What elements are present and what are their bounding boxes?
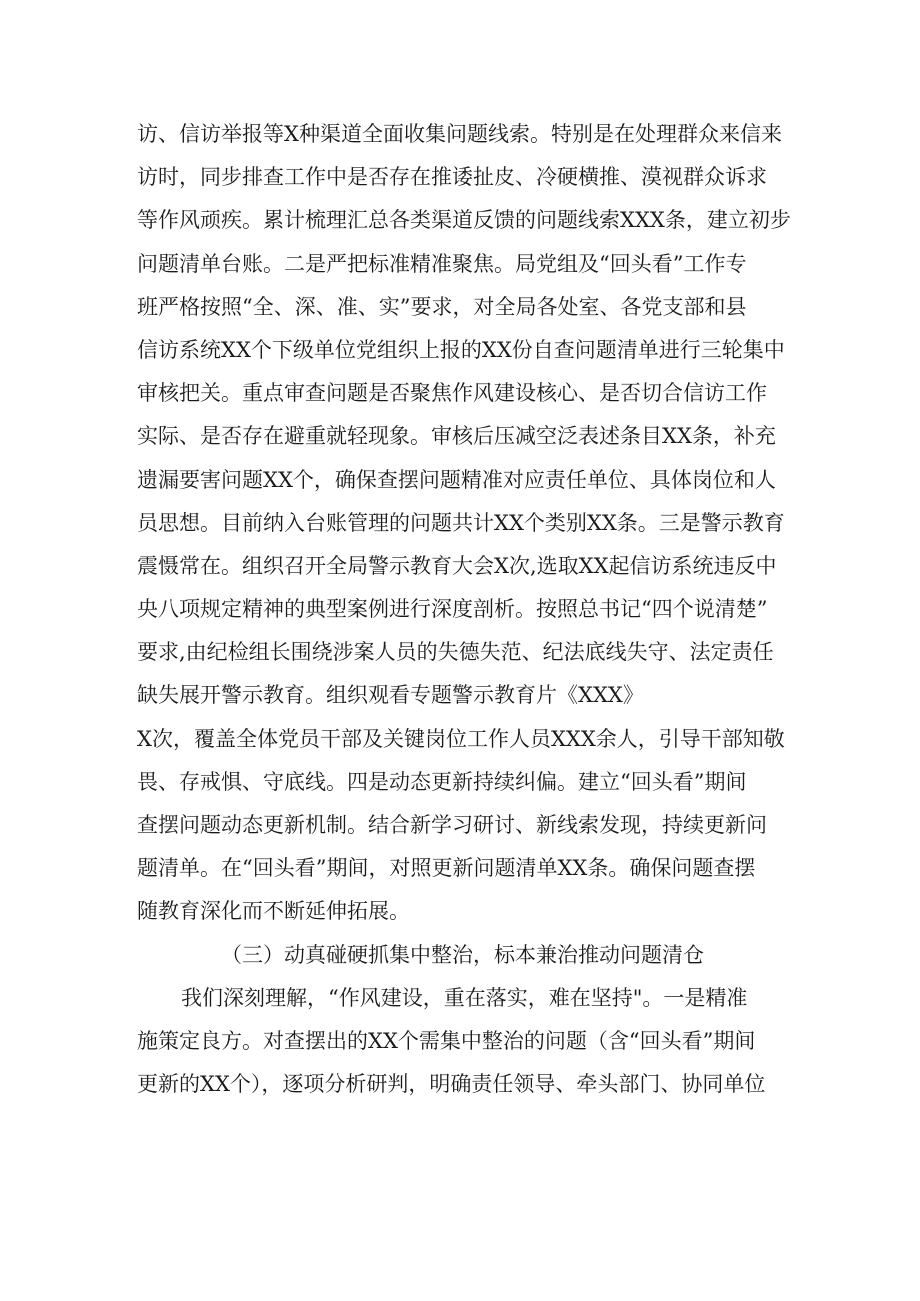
- body-line: 我们深刻理解，“作风建设，重在落实，难在坚持"。一是精准: [181, 985, 748, 1010]
- body-line: 访、信访举报等X种渠道全面收集问题线索。特别是在处理群众来信来: [137, 122, 782, 146]
- body-line: 员思想。目前纳入台账管理的问题共计XX个类别XX条。三是警示教育: [137, 510, 785, 535]
- body-line: 班严格按照“全、深、准、实”要求，对全局各处室、各党支部和县: [137, 294, 747, 319]
- body-line: 审核把关。重点审查问题是否聚焦作风建设核心、是否切合信访工作: [137, 381, 767, 406]
- body-line: 问题清单台账。二是严把标准精准聚焦。局党组及“回头看”工作专: [137, 251, 747, 276]
- body-line: 访时，同步排查工作中是否存在推诿扯皮、冷硬横推、漠视群众诉求: [137, 165, 767, 190]
- body-line: 遗漏要害问题XX个，确保查摆问题精准对应责任单位、具体岗位和人: [137, 467, 776, 492]
- body-line: X次，覆盖全体党员干部及关键岗位工作人员XXX余人，引导干部知敬: [137, 726, 785, 751]
- body-line: 查摆问题动态更新机制。结合新学习研讨、新线索发现，持续更新问: [137, 813, 767, 837]
- body-line: 缺失展开警示教育。组织观看专题警示教育片《XXX》: [137, 683, 644, 708]
- body-line: 震慑常在。组织召开全局警示教育大会X次,选取XX起信访系统违反中: [137, 553, 777, 578]
- body-line: 更新的XX个），逐项分析研判，明确责任领导、牵头部门、协同单位: [137, 1072, 766, 1097]
- document-body: [137, 113, 797, 1106]
- body-line: 随教育深化而不断延伸拓展。: [137, 899, 410, 924]
- body-line: 央八项规定精神的典型案例进行深度剖析。按照总书记“四个说清楚”: [137, 597, 768, 622]
- body-line: 题清单。在“回头看”期间，对照更新问题清单XX条。确保问题查摆: [137, 856, 756, 881]
- body-line: 施策定良方。对查摆出的XX个需集中整治的问题（含“回头看”期间: [137, 1028, 756, 1053]
- body-line: 等作风顽疾。累计梳理汇总各类渠道反馈的问题线索XXX条，建立初步: [137, 208, 791, 233]
- body-line: 要求,由纪检组长围绕涉案人员的失德失范、纪法底线失守、法定责任: [137, 640, 774, 665]
- section-heading: （三）动真碰硬抓集中整治，标本兼治推动问题清仓: [221, 942, 704, 967]
- body-line: 畏、存戒惧、守底线。四是动态更新持续纠偏。建立“回头看”期间: [137, 769, 747, 794]
- body-line: 信访系统XX个下级单位党组织上报的XX份自查问题清单进行三轮集中: [137, 337, 785, 362]
- body-line: 实际、是否存在避重就轻现象。审核后压减空泛表述条目XX条，补充: [137, 424, 776, 449]
